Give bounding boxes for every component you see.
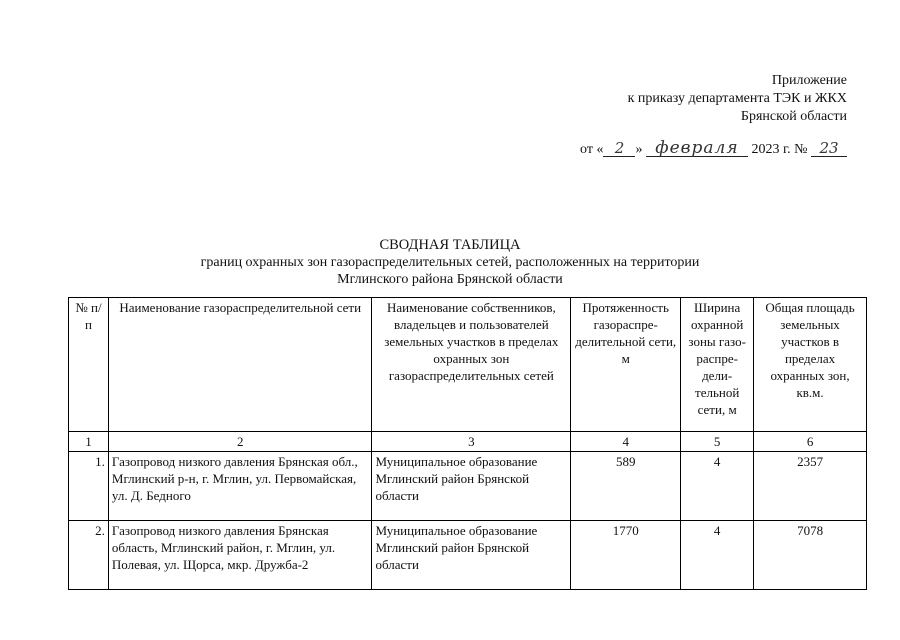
- index-cell: 1: [69, 432, 109, 452]
- header-network: Наименование газораспределительной сети: [108, 298, 372, 432]
- row-length: 589: [571, 452, 681, 521]
- row-length: 1770: [571, 521, 681, 590]
- appendix-line-1: Приложение: [771, 73, 847, 88]
- order-date-line: [580, 140, 847, 158]
- row-width: 4: [681, 452, 754, 521]
- row-network: Газопровод низкого давления Брянская область, Мглинский район, г. Мглин, ул. Полевая, ул. Щорса, мкр. Дружба-2: [108, 521, 372, 590]
- index-cell: 3: [372, 432, 571, 452]
- row-owner: Муниципальное образование Мглинский район Брянской области: [372, 452, 571, 521]
- title-main: СВОДНАЯ ТАБЛИЦА: [379, 237, 521, 253]
- header-length: Протяженность газораспре-делительной сети, м: [571, 298, 681, 432]
- index-cell: 5: [681, 432, 754, 452]
- appendix-line-2: к приказу департамента ТЭК и ЖКХ: [627, 91, 847, 106]
- appendix-line-3: Брянской области: [740, 109, 847, 124]
- document-title: [0, 237, 900, 288]
- row-network: Газопровод низкого давления Брянская обл., Мглинский р-н, г. Мглин, ул. Первомайская, ул. Д. Бедного: [108, 452, 372, 521]
- title-line-3: Мглинского района Брянской области: [337, 272, 563, 287]
- header-area: Общая площадь земельных участков в пределах охранных зон, кв.м.: [754, 298, 867, 432]
- row-number: 2.: [69, 521, 109, 590]
- row-area: 2357: [754, 452, 867, 521]
- order-year: 2023 г. №: [751, 142, 808, 157]
- header-num: № п/п: [69, 298, 109, 432]
- index-cell: 2: [108, 432, 372, 452]
- column-index-row: [69, 432, 867, 452]
- row-number: 1.: [69, 452, 109, 521]
- order-number-handwritten: 23: [811, 140, 847, 157]
- index-cell: 4: [571, 432, 681, 452]
- header-owner: Наименование собственников, владельцев и пользователей земельных участков в пределах охранных зон газораспределительных сетей: [372, 298, 571, 432]
- row-owner: Муниципальное образование Мглинский район Брянской области: [372, 521, 571, 590]
- table-header-row: [69, 298, 867, 432]
- appendix-block: [628, 72, 847, 126]
- header-width: Ширина охранной зоны газо-распре-дели-тельной сети, м: [681, 298, 754, 432]
- title-line-2: границ охранных зон газораспределительных сетей, расположенных на территории: [200, 255, 700, 270]
- row-area: 7078: [754, 521, 867, 590]
- order-quote-close: »: [635, 142, 643, 157]
- table-row: [69, 521, 867, 590]
- order-month-handwritten: февраля: [646, 140, 748, 157]
- order-day-handwritten: 2: [603, 140, 635, 157]
- order-prefix: от «: [580, 142, 604, 157]
- index-cell: 6: [754, 432, 867, 452]
- table-row: [69, 452, 867, 521]
- row-width: 4: [681, 521, 754, 590]
- summary-table: [68, 297, 867, 590]
